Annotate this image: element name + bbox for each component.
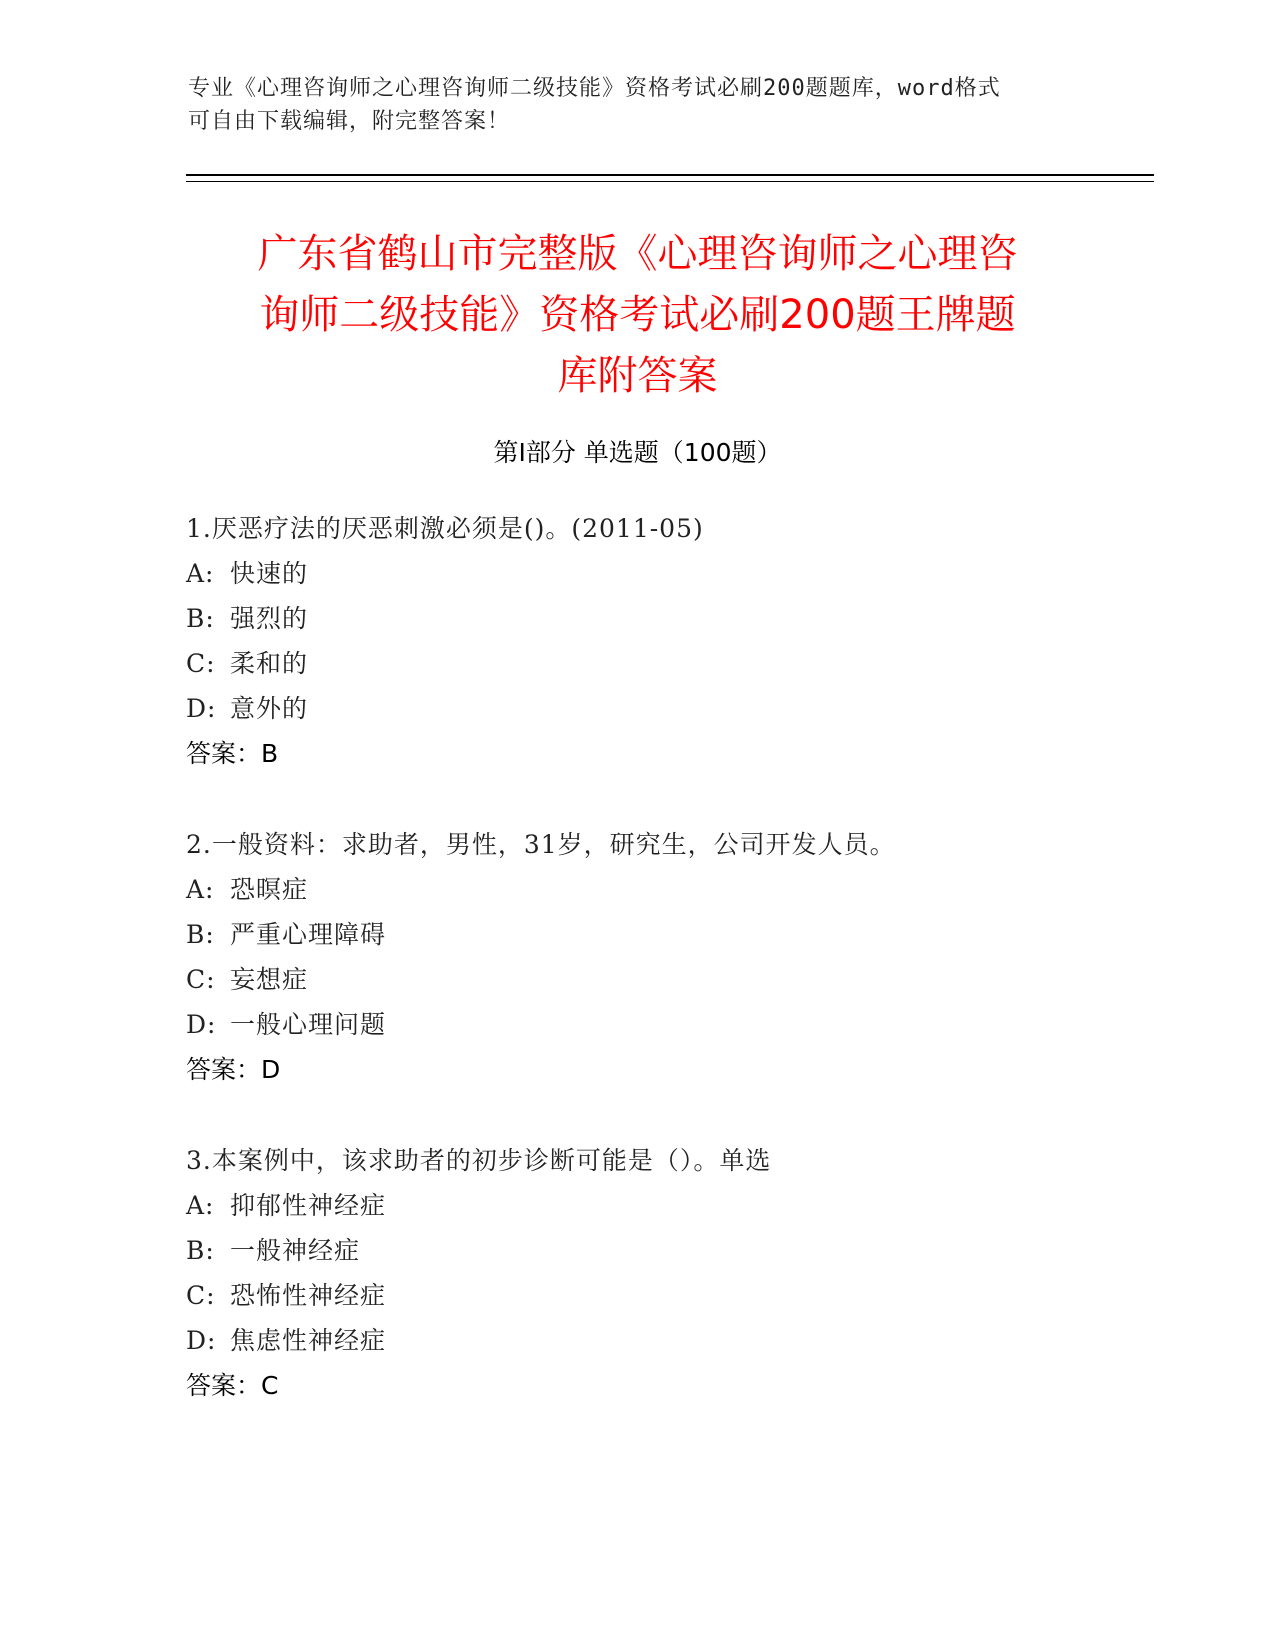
document-title-line-2: 询师二级技能》资格考试必刷200题王牌题 [259, 292, 1016, 338]
option-letter: A: [186, 1191, 215, 1220]
header-divider-thin [186, 181, 1154, 182]
question-2 [186, 822, 1136, 1092]
question-stem: 3.本案例中，该求助者的初步诊断可能是（）。单选 [186, 1146, 772, 1175]
option-text: 严重心理障碍 [230, 920, 387, 949]
option-letter: A: [186, 875, 215, 904]
question-option-c [186, 957, 1136, 1002]
option-text: 一般神经症 [230, 1236, 361, 1265]
document-title-line-3: 库附答案 [557, 353, 718, 399]
option-letter: D: [186, 1010, 217, 1039]
question-option-b [186, 596, 1136, 641]
document-title-line-1: 广东省鹤山市完整版《心理咨询师之心理咨 [257, 231, 1018, 277]
option-text: 一般心理问题 [230, 1010, 387, 1039]
document-title [170, 224, 1105, 407]
header-note-line-2: 可自由下载编辑，附完整答案！ [188, 109, 511, 134]
option-letter: D: [186, 1326, 217, 1355]
option-letter: C: [186, 1281, 216, 1310]
question-answer: 答案：B [186, 739, 279, 768]
question-option-c [186, 641, 1136, 686]
option-letter: B: [186, 1236, 215, 1265]
option-text: 强烈的 [230, 604, 309, 633]
option-text: 意外的 [230, 694, 309, 723]
question-stem: 1.厌恶疗法的厌恶刺激必须是()。(2011-05) [186, 514, 704, 543]
header-divider-thick [186, 174, 1154, 176]
question-answer: 答案：C [186, 1371, 279, 1400]
question-option-a [186, 1183, 1136, 1228]
option-letter: D: [186, 694, 217, 723]
question-option-d [186, 1002, 1136, 1047]
option-letter: B: [186, 920, 215, 949]
option-text: 快速的 [230, 559, 309, 588]
question-option-b [186, 1228, 1136, 1273]
question-option-a [186, 551, 1136, 596]
question-answer: 答案：D [186, 1055, 281, 1084]
question-option-b [186, 912, 1136, 957]
question-stem: 2.一般资料：求助者，男性，31岁，研究生，公司开发人员。 [186, 830, 896, 859]
question-option-d [186, 1318, 1136, 1363]
question-option-a [186, 867, 1136, 912]
option-text: 恐暝症 [230, 875, 309, 904]
option-text: 柔和的 [230, 649, 309, 678]
option-text: 妄想症 [230, 965, 309, 994]
option-letter: A: [186, 559, 215, 588]
question-1 [186, 506, 1136, 776]
option-text: 恐怖性神经症 [230, 1281, 387, 1310]
question-option-c [186, 1273, 1136, 1318]
option-letter: C: [186, 649, 216, 678]
question-3 [186, 1138, 1136, 1408]
question-option-d [186, 686, 1136, 731]
option-text: 焦虑性神经症 [230, 1326, 387, 1355]
option-letter: B: [186, 604, 215, 633]
option-text: 抑郁性神经症 [230, 1191, 387, 1220]
header-note [188, 72, 1068, 138]
option-letter: C: [186, 965, 216, 994]
section-heading: 第Ⅰ部分 单选题（100题） [493, 438, 782, 467]
header-note-line-1: 专业《心理咨询师之心理咨询师二级技能》资格考试必刷200题题库，word格式 [188, 76, 1001, 101]
